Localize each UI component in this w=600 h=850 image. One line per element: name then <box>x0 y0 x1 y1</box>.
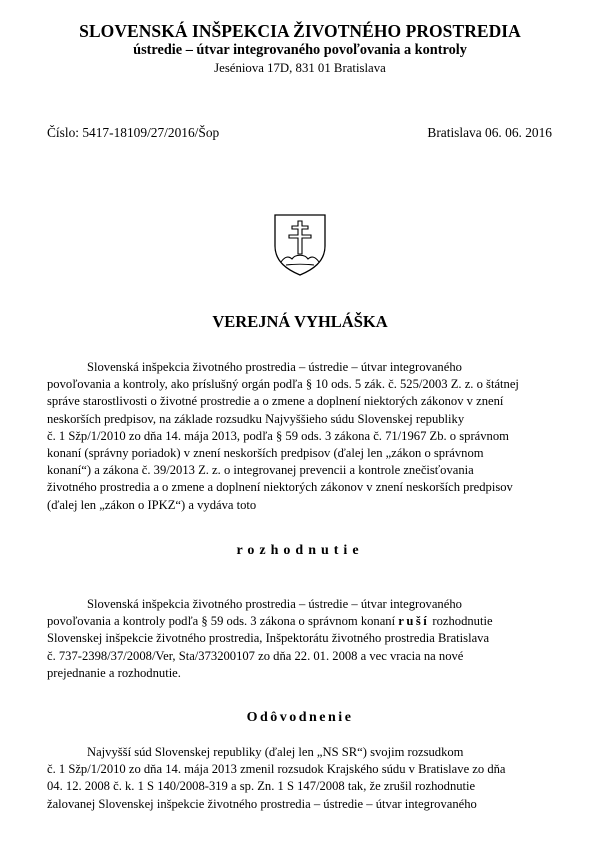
intro-line: správe starostlivosti o životné prostredie a o zmene a doplnení niektorých zákonov v znení <box>47 394 504 409</box>
decision-heading: rozhodnutie <box>236 543 364 558</box>
justification-line: 04. 12. 2008 č. k. 1 S 140/2008-319 a sp. Zn. 1 S 147/2008 tak, že zrušil rozhodnutie <box>47 779 476 794</box>
intro-line: (ďalej len „zákon o IPKZ“) a vydáva toto <box>47 497 257 512</box>
document-title: VEREJNÁ VYHLÁŠKA <box>212 312 388 331</box>
decision-line: Slovenskej inšpekcie životného prostredia, Inšpektorátu životného prostredia Bratislava <box>47 631 490 646</box>
intro-line: neskorších predpisov, na základe rozsudku Najvyššieho súdu Slovenskej republiky <box>47 411 465 426</box>
intro-paragraph <box>47 359 555 514</box>
decision-text: rozhodnutie <box>429 614 493 629</box>
decision-text: povoľovania a kontroly podľa § 59 ods. 3 zákona o správnom konaní <box>47 614 399 629</box>
justification-line: Najvyšší súd Slovenskej republiky (ďalej len „NS SR“) svojim rozsudkom <box>87 745 464 759</box>
slovak-coat-of-arms-icon <box>272 212 328 278</box>
organization-address: Jeséniova 17D, 831 01 Bratislava <box>214 61 386 75</box>
decision-line: prejednanie a rozhodnutie. <box>47 665 181 680</box>
decision-paragraph <box>47 596 555 682</box>
intro-line: konaní (správny poriadok) v znení neskorších predpisov (ďalej len „zákon o správnom <box>47 446 484 461</box>
organization-unit: ústredie – útvar integrovaného povoľovania a kontroly <box>133 42 467 58</box>
intro-line: povoľovania a kontroly, ako príslušný orgán podľa § 10 ods. 5 zák. č. 525/2003 Z. z. o štátnej <box>47 377 519 392</box>
justification-line: žalovanej Slovenskej inšpekcie životného prostredia – ústredie – útvar integrovaného <box>47 796 477 811</box>
place-and-date: Bratislava 06. 06. 2016 <box>427 125 552 140</box>
intro-line: konaní“) a zákona č. 39/2013 Z. z. o integrovanej prevencii a kontrole znečisťovania <box>47 463 474 478</box>
intro-line: životného prostredia a o zmene a doplnení niektorých zákonov v znení neskorších predpisov <box>47 480 513 495</box>
decision-verdict: ruší <box>398 614 430 629</box>
justification-paragraph <box>47 744 555 813</box>
decision-line: Slovenská inšpekcia životného prostredia – ústredie – útvar integrovaného <box>87 597 462 611</box>
intro-line: č. 1 Sžp/1/2010 zo dňa 14. mája 2013, podľa § 59 ods. 3 zákona č. 71/1967 Zb. o správnom <box>47 428 509 443</box>
intro-line: Slovenská inšpekcia životného prostredia – ústredie – útvar integrovaného <box>87 360 462 374</box>
decision-line <box>47 613 555 630</box>
justification-heading: Odôvodnenie <box>246 710 354 725</box>
organization-name: SLOVENSKÁ INŠPEKCIA ŽIVOTNÉHO PROSTREDIA <box>79 21 521 41</box>
justification-line: č. 1 Sžp/1/2010 zo dňa 14. mája 2013 zmenil rozsudok Krajského súdu v Bratislave zo dňa <box>47 762 506 777</box>
reference-number: Číslo: 5417-18109/27/2016/Šop <box>47 125 220 140</box>
decision-line: č. 737-2398/37/2008/Ver, Sta/373200107 zo dňa 22. 01. 2008 a vec vracia na nové <box>47 648 464 663</box>
